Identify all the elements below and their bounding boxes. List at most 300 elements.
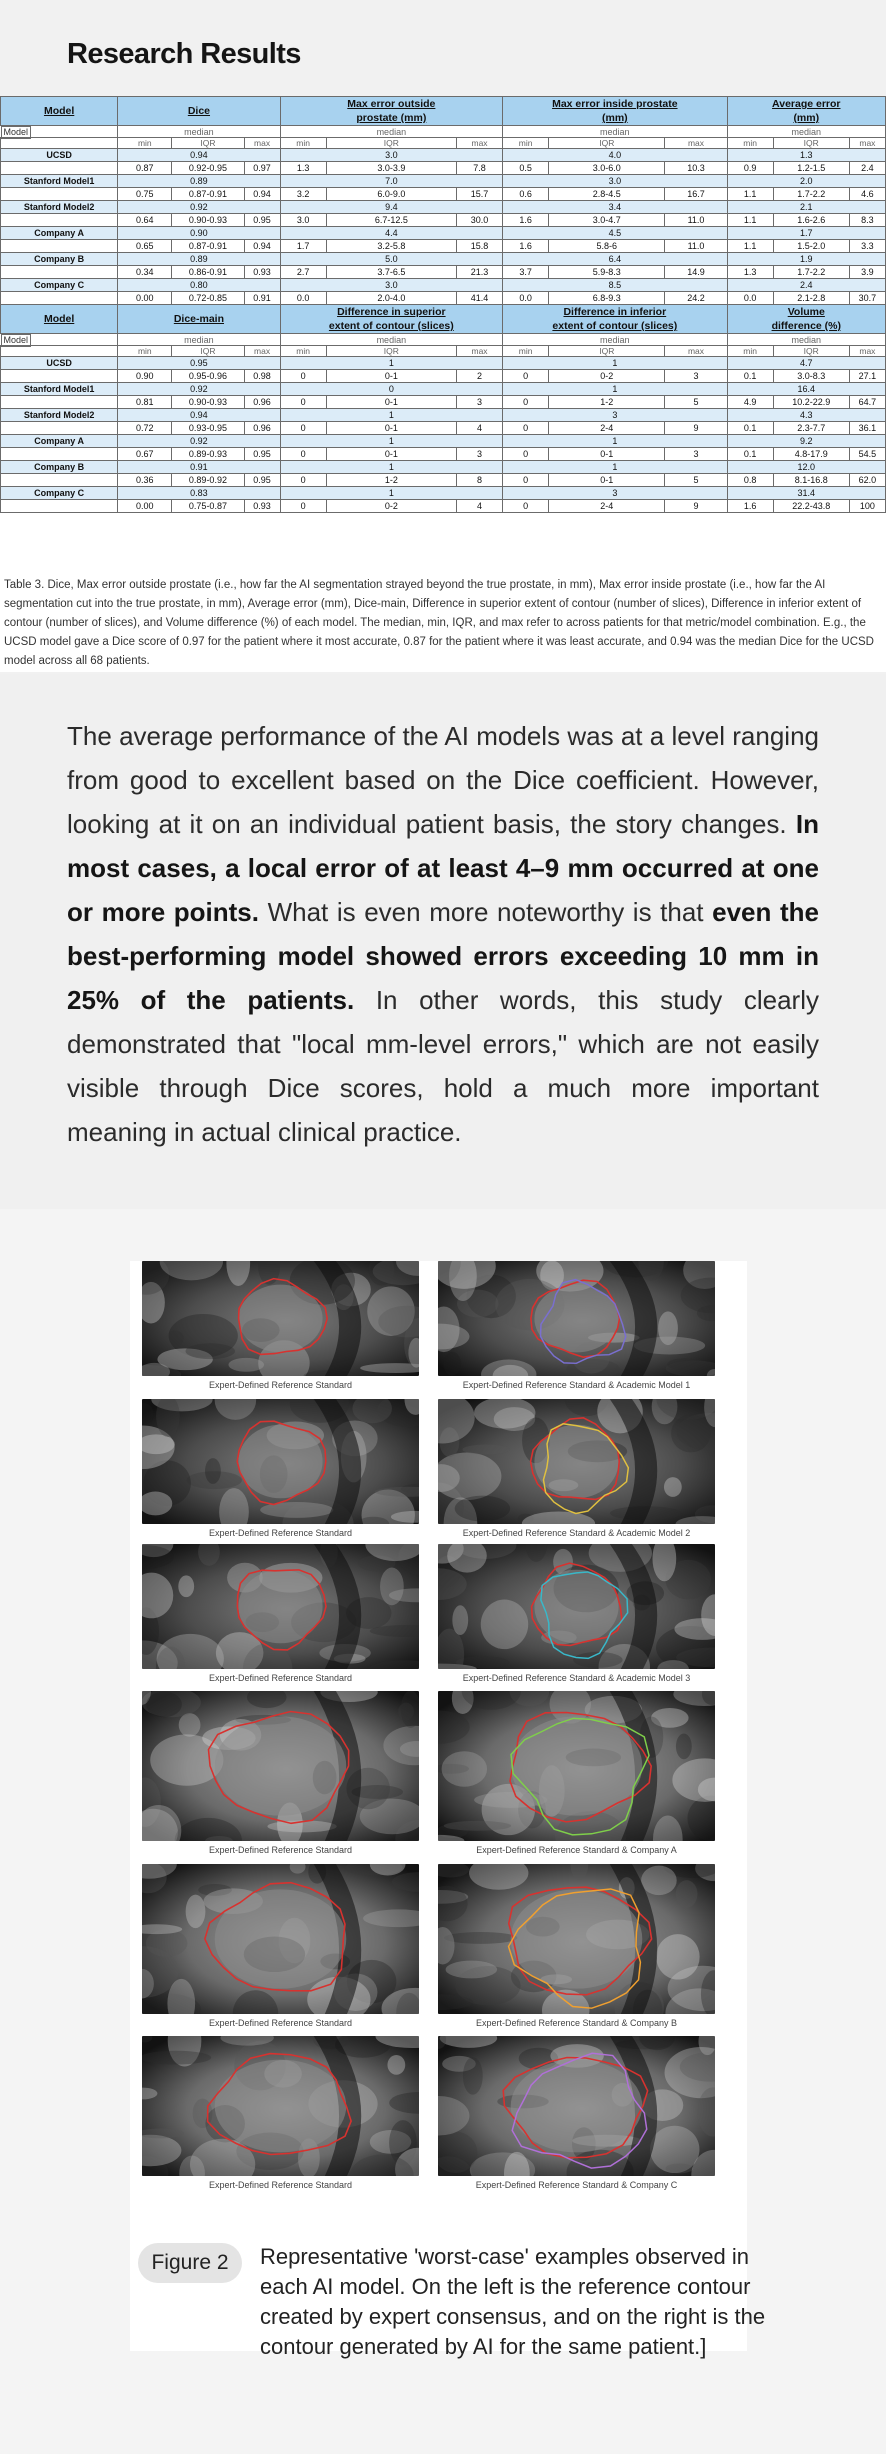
blank-cell bbox=[1, 474, 118, 487]
iqr-value: 3.0-3.9 bbox=[326, 162, 456, 175]
iqr-value: 0-2 bbox=[326, 500, 456, 513]
model-name: Stanford Model2 bbox=[1, 201, 118, 214]
max-value: 5 bbox=[665, 474, 727, 487]
blank-cell bbox=[1, 266, 118, 279]
max-value: 3.3 bbox=[849, 240, 885, 253]
min-value: 0 bbox=[280, 474, 326, 487]
model-name: UCSD bbox=[1, 357, 118, 370]
header-line-1: Difference in superior bbox=[337, 306, 446, 318]
min-value: 0 bbox=[280, 500, 326, 513]
max-value: 15.7 bbox=[456, 188, 502, 201]
results-table-body bbox=[1, 97, 886, 513]
iqr-value: 1.7-2.2 bbox=[773, 266, 849, 279]
summary-bold-2: even the best-performing model showed errors exceeding 10 mm in 25% of the patients. bbox=[67, 897, 819, 1015]
median-value: 2.1 bbox=[727, 201, 885, 214]
iqr-value: 2.8-4.5 bbox=[549, 188, 665, 201]
min-value: 0 bbox=[503, 370, 549, 383]
figure-panel bbox=[130, 1261, 747, 2351]
table-header-cell bbox=[727, 97, 885, 126]
min-value: 1.6 bbox=[503, 214, 549, 227]
table-subheader-row bbox=[1, 126, 886, 138]
min-value: 4.9 bbox=[727, 396, 773, 409]
median-value: 16.4 bbox=[727, 383, 885, 396]
mri-scan-image bbox=[142, 1691, 419, 1841]
median-value: 6.4 bbox=[503, 253, 727, 266]
median-value: 0.83 bbox=[118, 487, 280, 500]
table-row-range bbox=[1, 422, 886, 435]
median-value: 12.0 bbox=[727, 461, 885, 474]
min-value: 0.90 bbox=[118, 370, 172, 383]
model-name: Company B bbox=[1, 253, 118, 266]
max-subheader: max bbox=[244, 346, 280, 357]
summary-text-3: In other words, this study clearly demonstrated that "local mm-level errors," which are not easily visible through Dice scores, hold a much more important meaning in actual clinical practice. bbox=[67, 985, 819, 1147]
table-caption: Table 3. Dice, Max error outside prostate (i.e., how far the AI segmentation strayed beyond the true prostate, in mm), Max error inside prostate (i.e., how far the AI segmentation cut into the true prostate, in mm), Average error (mm), Dice-main, Difference in superior extent of contour (number of slices), Difference in inferior extent of contour (number of slices), and Volume difference (%) of each model. The median, min, IQR, and max refer to across patients for that metric/model combination. E.g., the UCSD model gave a Dice score of 0.97 for the patient where it most accurate, 0.87 for the patient where it was least accurate, and 0.94 was the median Dice for the UCSD model across all 68 patients. bbox=[4, 579, 874, 667]
min-value: 0.1 bbox=[727, 422, 773, 435]
max-value: 2.4 bbox=[849, 162, 885, 175]
max-value: 0.96 bbox=[244, 422, 280, 435]
max-value: 30.0 bbox=[456, 214, 502, 227]
median-value: 0 bbox=[280, 383, 502, 396]
iqr-value: 3.2-5.8 bbox=[326, 240, 456, 253]
iqr-value: 2-4 bbox=[549, 500, 665, 513]
model-subheader: Model bbox=[1, 334, 32, 347]
blank-cell bbox=[1, 162, 118, 175]
figure-section bbox=[0, 1209, 886, 2454]
blank-cell bbox=[1, 422, 118, 435]
min-value: 0.0 bbox=[727, 292, 773, 305]
median-subheader: median bbox=[280, 126, 502, 138]
max-subheader: max bbox=[665, 346, 727, 357]
median-value: 0.94 bbox=[118, 149, 280, 162]
min-subheader: min bbox=[503, 346, 549, 357]
median-value: 0.95 bbox=[118, 357, 280, 370]
header-line-2: difference (%) bbox=[771, 320, 841, 332]
max-value: 16.7 bbox=[665, 188, 727, 201]
median-subheader: median bbox=[118, 126, 280, 138]
table-minmax-row bbox=[1, 138, 886, 149]
mri-panel-reference bbox=[142, 1261, 419, 1376]
median-value: 1 bbox=[280, 461, 502, 474]
min-value: 0.1 bbox=[727, 448, 773, 461]
model-name: Company B bbox=[1, 461, 118, 474]
iqr-value: 0.72-0.85 bbox=[172, 292, 244, 305]
iqr-value: 4.8-17.9 bbox=[773, 448, 849, 461]
panel-label-ai: Expert-Defined Reference Standard & Academic Model 3 bbox=[462, 1673, 691, 1683]
max-value: 0.95 bbox=[244, 474, 280, 487]
table-row-range bbox=[1, 162, 886, 175]
min-value: 0.0 bbox=[280, 292, 326, 305]
iqr-value: 0-1 bbox=[326, 448, 456, 461]
panel-label-reference: Expert-Defined Reference Standard bbox=[208, 2180, 353, 2190]
iqr-value: 1-2 bbox=[549, 396, 665, 409]
max-value: 4 bbox=[456, 422, 502, 435]
median-value: 1 bbox=[280, 487, 502, 500]
iqr-subheader: IQR bbox=[326, 138, 456, 149]
iqr-value: 0.87-0.91 bbox=[172, 240, 244, 253]
iqr-value: 0.89-0.93 bbox=[172, 448, 244, 461]
table-row-range bbox=[1, 240, 886, 253]
iqr-value: 2.0-4.0 bbox=[326, 292, 456, 305]
panel-label-ai: Expert-Defined Reference Standard & Company B bbox=[475, 2018, 678, 2028]
figure-badge: Figure 2 bbox=[138, 2243, 242, 2283]
iqr-value: 0-1 bbox=[326, 396, 456, 409]
table-row-range bbox=[1, 292, 886, 305]
summary-text-1: The average performance of the AI models was at a level ranging from good to excellent based on the Dice coefficient. However, looking at it on an individual patient basis, the story changes. bbox=[67, 721, 819, 839]
min-subheader: min bbox=[118, 346, 172, 357]
max-value: 0.94 bbox=[244, 240, 280, 253]
min-value: 0.87 bbox=[118, 162, 172, 175]
max-value: 36.1 bbox=[849, 422, 885, 435]
iqr-subheader: IQR bbox=[326, 346, 456, 357]
max-value: 27.1 bbox=[849, 370, 885, 383]
iqr-value: 0-1 bbox=[326, 370, 456, 383]
median-value: 9.4 bbox=[280, 201, 502, 214]
blank-cell bbox=[1, 188, 118, 201]
median-value: 4.7 bbox=[727, 357, 885, 370]
min-value: 0.00 bbox=[118, 500, 172, 513]
median-value: 0.92 bbox=[118, 383, 280, 396]
min-subheader: min bbox=[280, 346, 326, 357]
median-value: 0.94 bbox=[118, 409, 280, 422]
header-line-2: extent of contour (slices) bbox=[328, 320, 454, 332]
min-value: 3.7 bbox=[503, 266, 549, 279]
max-value: 30.7 bbox=[849, 292, 885, 305]
min-value: 0.6 bbox=[503, 188, 549, 201]
model-name: UCSD bbox=[1, 149, 118, 162]
table-minmax-row bbox=[1, 346, 886, 357]
max-value: 0.93 bbox=[244, 266, 280, 279]
min-value: 0.34 bbox=[118, 266, 172, 279]
results-table-image bbox=[0, 96, 886, 672]
mri-scan-image bbox=[438, 2036, 715, 2176]
section-title: Research Results bbox=[67, 38, 301, 70]
median-value: 1 bbox=[503, 357, 727, 370]
max-value: 62.0 bbox=[849, 474, 885, 487]
min-value: 1.1 bbox=[727, 214, 773, 227]
median-value: 0.80 bbox=[118, 279, 280, 292]
mri-panel-reference bbox=[142, 1864, 419, 2014]
blank-cell bbox=[1, 448, 118, 461]
median-value: 0.92 bbox=[118, 201, 280, 214]
max-value: 4 bbox=[456, 500, 502, 513]
median-value: 1.9 bbox=[727, 253, 885, 266]
max-value: 4.6 bbox=[849, 188, 885, 201]
mri-panel-ai-overlay bbox=[438, 2036, 715, 2176]
iqr-value: 1.7-2.2 bbox=[773, 188, 849, 201]
blank-cell bbox=[1, 214, 118, 227]
median-value: 0.92 bbox=[118, 435, 280, 448]
header-line-2: prostate (mm) bbox=[356, 112, 427, 124]
min-value: 0.72 bbox=[118, 422, 172, 435]
iqr-value: 10.2-22.9 bbox=[773, 396, 849, 409]
iqr-value: 0.86-0.91 bbox=[172, 266, 244, 279]
table-row-range bbox=[1, 266, 886, 279]
min-value: 0.81 bbox=[118, 396, 172, 409]
table-header-cell: Dice bbox=[118, 97, 280, 126]
mri-scan-image bbox=[142, 2036, 419, 2176]
iqr-value: 2-4 bbox=[549, 422, 665, 435]
panel-label-ai: Expert-Defined Reference Standard & Academic Model 2 bbox=[462, 1528, 691, 1538]
table-header-cell: Model bbox=[1, 305, 118, 334]
iqr-subheader: IQR bbox=[549, 138, 665, 149]
median-subheader: median bbox=[503, 334, 727, 346]
median-value: 3.0 bbox=[503, 175, 727, 188]
iqr-value: 6.0-9.0 bbox=[326, 188, 456, 201]
median-value: 1 bbox=[280, 357, 502, 370]
panel-label-reference: Expert-Defined Reference Standard bbox=[208, 1845, 353, 1855]
mri-scan-image bbox=[438, 1864, 715, 2014]
max-value: 0.95 bbox=[244, 448, 280, 461]
min-value: 1.6 bbox=[727, 500, 773, 513]
table-row-median bbox=[1, 461, 886, 474]
summary-section bbox=[0, 674, 886, 1209]
iqr-value: 3.0-8.3 bbox=[773, 370, 849, 383]
table-row-median bbox=[1, 279, 886, 292]
iqr-value: 6.7-12.5 bbox=[326, 214, 456, 227]
table-header-row bbox=[1, 97, 886, 126]
max-value: 21.3 bbox=[456, 266, 502, 279]
model-name: Company C bbox=[1, 487, 118, 500]
iqr-value: 8.1-16.8 bbox=[773, 474, 849, 487]
table-header-cell bbox=[503, 97, 727, 126]
mri-scan-image bbox=[142, 1864, 419, 2014]
max-value: 3 bbox=[456, 396, 502, 409]
mri-scan-image bbox=[438, 1399, 715, 1524]
table-header-cell: Model bbox=[1, 97, 118, 126]
model-name: Company A bbox=[1, 227, 118, 240]
panel-label-ai: Expert-Defined Reference Standard & Company C bbox=[475, 2180, 678, 2190]
max-value: 41.4 bbox=[456, 292, 502, 305]
iqr-value: 0.95-0.96 bbox=[172, 370, 244, 383]
min-subheader: min bbox=[727, 346, 773, 357]
max-value: 7.8 bbox=[456, 162, 502, 175]
median-value: 2.0 bbox=[727, 175, 885, 188]
results-section bbox=[0, 0, 886, 674]
median-value: 4.0 bbox=[503, 149, 727, 162]
max-value: 15.8 bbox=[456, 240, 502, 253]
iqr-value: 1-2 bbox=[326, 474, 456, 487]
summary-paragraph bbox=[67, 714, 819, 1154]
header-line-1: Volume bbox=[787, 306, 825, 318]
mri-panel-ai-overlay bbox=[438, 1261, 715, 1376]
iqr-value: 0.90-0.93 bbox=[172, 396, 244, 409]
blank-cell bbox=[1, 346, 118, 357]
table-header-row bbox=[1, 305, 886, 334]
table-row-range bbox=[1, 500, 886, 513]
min-value: 1.1 bbox=[727, 240, 773, 253]
min-value: 0 bbox=[280, 422, 326, 435]
mri-panel-reference bbox=[142, 1691, 419, 1841]
min-value: 1.1 bbox=[727, 188, 773, 201]
min-subheader: min bbox=[727, 138, 773, 149]
max-subheader: max bbox=[244, 138, 280, 149]
header-line-2: (mm) bbox=[793, 112, 820, 124]
min-subheader: min bbox=[503, 138, 549, 149]
iqr-subheader: IQR bbox=[172, 346, 244, 357]
iqr-value: 3.0-4.7 bbox=[549, 214, 665, 227]
model-name: Company C bbox=[1, 279, 118, 292]
min-value: 2.7 bbox=[280, 266, 326, 279]
table-row-range bbox=[1, 214, 886, 227]
table-row-median bbox=[1, 175, 886, 188]
median-value: 7.0 bbox=[280, 175, 502, 188]
median-value: 3.0 bbox=[280, 279, 502, 292]
header-line-1: Average error bbox=[772, 98, 841, 110]
iqr-value: 1.6-2.6 bbox=[773, 214, 849, 227]
median-value: 1 bbox=[503, 435, 727, 448]
median-value: 5.0 bbox=[280, 253, 502, 266]
blank-cell bbox=[1, 240, 118, 253]
min-value: 0 bbox=[503, 422, 549, 435]
max-subheader: max bbox=[456, 138, 502, 149]
iqr-value: 0.92-0.95 bbox=[172, 162, 244, 175]
mri-scan-image bbox=[438, 1544, 715, 1669]
max-value: 9 bbox=[665, 422, 727, 435]
summary-text-2: What is even more noteworthy is that bbox=[258, 897, 713, 927]
median-subheader: median bbox=[727, 126, 885, 138]
max-value: 0.98 bbox=[244, 370, 280, 383]
min-value: 0.36 bbox=[118, 474, 172, 487]
iqr-value: 0-2 bbox=[549, 370, 665, 383]
table-row-median bbox=[1, 253, 886, 266]
median-value: 9.2 bbox=[727, 435, 885, 448]
min-value: 0 bbox=[503, 500, 549, 513]
max-value: 2 bbox=[456, 370, 502, 383]
table-header-cell: Dice-main bbox=[118, 305, 280, 334]
median-value: 3 bbox=[503, 409, 727, 422]
mri-panel-reference bbox=[142, 1399, 419, 1524]
median-value: 4.3 bbox=[727, 409, 885, 422]
max-value: 0.93 bbox=[244, 500, 280, 513]
table-row-range bbox=[1, 188, 886, 201]
median-value: 0.89 bbox=[118, 253, 280, 266]
iqr-value: 2.1-2.8 bbox=[773, 292, 849, 305]
median-value: 3.4 bbox=[503, 201, 727, 214]
max-subheader: max bbox=[665, 138, 727, 149]
mri-scan-image bbox=[438, 1261, 715, 1376]
table-row-median bbox=[1, 383, 886, 396]
min-value: 0.8 bbox=[727, 474, 773, 487]
max-value: 24.2 bbox=[665, 292, 727, 305]
table-row-range bbox=[1, 448, 886, 461]
summary-bold-1: In most cases, a local error of at least 4–9 mm occurred at one or more points. bbox=[67, 809, 819, 927]
min-value: 0.65 bbox=[118, 240, 172, 253]
panel-label-reference: Expert-Defined Reference Standard bbox=[208, 1528, 353, 1538]
iqr-value: 0-1 bbox=[549, 448, 665, 461]
min-value: 1.7 bbox=[280, 240, 326, 253]
max-value: 0.97 bbox=[244, 162, 280, 175]
min-value: 0.0 bbox=[503, 292, 549, 305]
max-value: 3 bbox=[665, 448, 727, 461]
table-row-median bbox=[1, 487, 886, 500]
min-value: 0.75 bbox=[118, 188, 172, 201]
mri-panel-ai-overlay bbox=[438, 1399, 715, 1524]
max-value: 3.9 bbox=[849, 266, 885, 279]
max-value: 0.94 bbox=[244, 188, 280, 201]
table-row-range bbox=[1, 396, 886, 409]
blank-cell bbox=[1, 370, 118, 383]
min-value: 0.1 bbox=[727, 370, 773, 383]
table-row-median bbox=[1, 357, 886, 370]
median-value: 0.91 bbox=[118, 461, 280, 474]
max-subheader: max bbox=[849, 346, 885, 357]
header-line-1: Difference in inferior bbox=[563, 306, 667, 318]
median-subheader: median bbox=[280, 334, 502, 346]
mri-panel-ai-overlay bbox=[438, 1544, 715, 1669]
median-value: 31.4 bbox=[727, 487, 885, 500]
median-value: 1 bbox=[280, 409, 502, 422]
iqr-value: 22.2-43.8 bbox=[773, 500, 849, 513]
table-row-range bbox=[1, 474, 886, 487]
max-value: 0.95 bbox=[244, 214, 280, 227]
table-row-median bbox=[1, 227, 886, 240]
min-value: 0.67 bbox=[118, 448, 172, 461]
max-value: 54.5 bbox=[849, 448, 885, 461]
min-value: 1.6 bbox=[503, 240, 549, 253]
table-header-cell bbox=[280, 305, 502, 334]
header-line-2: (mm) bbox=[601, 112, 628, 124]
table-row-median bbox=[1, 201, 886, 214]
min-value: 1.3 bbox=[727, 266, 773, 279]
iqr-value: 5.9-8.3 bbox=[549, 266, 665, 279]
min-subheader: min bbox=[118, 138, 172, 149]
min-subheader: min bbox=[280, 138, 326, 149]
median-subheader: median bbox=[503, 126, 727, 138]
max-value: 11.0 bbox=[665, 240, 727, 253]
min-value: 3.0 bbox=[280, 214, 326, 227]
results-table bbox=[0, 96, 886, 513]
iqr-value: 0.89-0.92 bbox=[172, 474, 244, 487]
median-value: 4.5 bbox=[503, 227, 727, 240]
max-value: 0.91 bbox=[244, 292, 280, 305]
model-name: Stanford Model1 bbox=[1, 175, 118, 188]
median-value: 1 bbox=[503, 461, 727, 474]
max-value: 10.3 bbox=[665, 162, 727, 175]
figure-caption: Representative 'worst-case' examples observed in each AI model. On the left is the reference contour created by expert consensus, and on the right is the contour generated by AI for the same patient.] bbox=[260, 2244, 766, 2359]
max-subheader: max bbox=[456, 346, 502, 357]
panel-label-ai: Expert-Defined Reference Standard & Company A bbox=[476, 1845, 677, 1855]
min-value: 0 bbox=[503, 396, 549, 409]
min-value: 1.3 bbox=[280, 162, 326, 175]
iqr-subheader: IQR bbox=[773, 346, 849, 357]
table-row-range bbox=[1, 370, 886, 383]
max-value: 3 bbox=[665, 370, 727, 383]
median-value: 3.0 bbox=[280, 149, 502, 162]
table-row-median bbox=[1, 149, 886, 162]
min-value: 0 bbox=[280, 448, 326, 461]
max-value: 8 bbox=[456, 474, 502, 487]
header-line-1: Max error outside bbox=[347, 98, 436, 110]
iqr-value: 0.93-0.95 bbox=[172, 422, 244, 435]
mri-panel-reference bbox=[142, 1544, 419, 1669]
model-name: Company A bbox=[1, 435, 118, 448]
min-value: 0 bbox=[280, 370, 326, 383]
header-line-1: Max error inside prostate bbox=[552, 98, 678, 110]
min-value: 0.9 bbox=[727, 162, 773, 175]
header-line-2: extent of contour (slices) bbox=[552, 320, 678, 332]
max-value: 3 bbox=[456, 448, 502, 461]
mri-panel-ai-overlay bbox=[438, 1864, 715, 2014]
iqr-subheader: IQR bbox=[549, 346, 665, 357]
iqr-value: 1.2-1.5 bbox=[773, 162, 849, 175]
model-subheader: Model bbox=[1, 126, 32, 139]
max-subheader: max bbox=[849, 138, 885, 149]
panel-label-reference: Expert-Defined Reference Standard bbox=[208, 2018, 353, 2028]
min-value: 0 bbox=[503, 474, 549, 487]
mri-scan-image bbox=[142, 1544, 419, 1669]
min-value: 0 bbox=[280, 396, 326, 409]
min-value: 3.2 bbox=[280, 188, 326, 201]
